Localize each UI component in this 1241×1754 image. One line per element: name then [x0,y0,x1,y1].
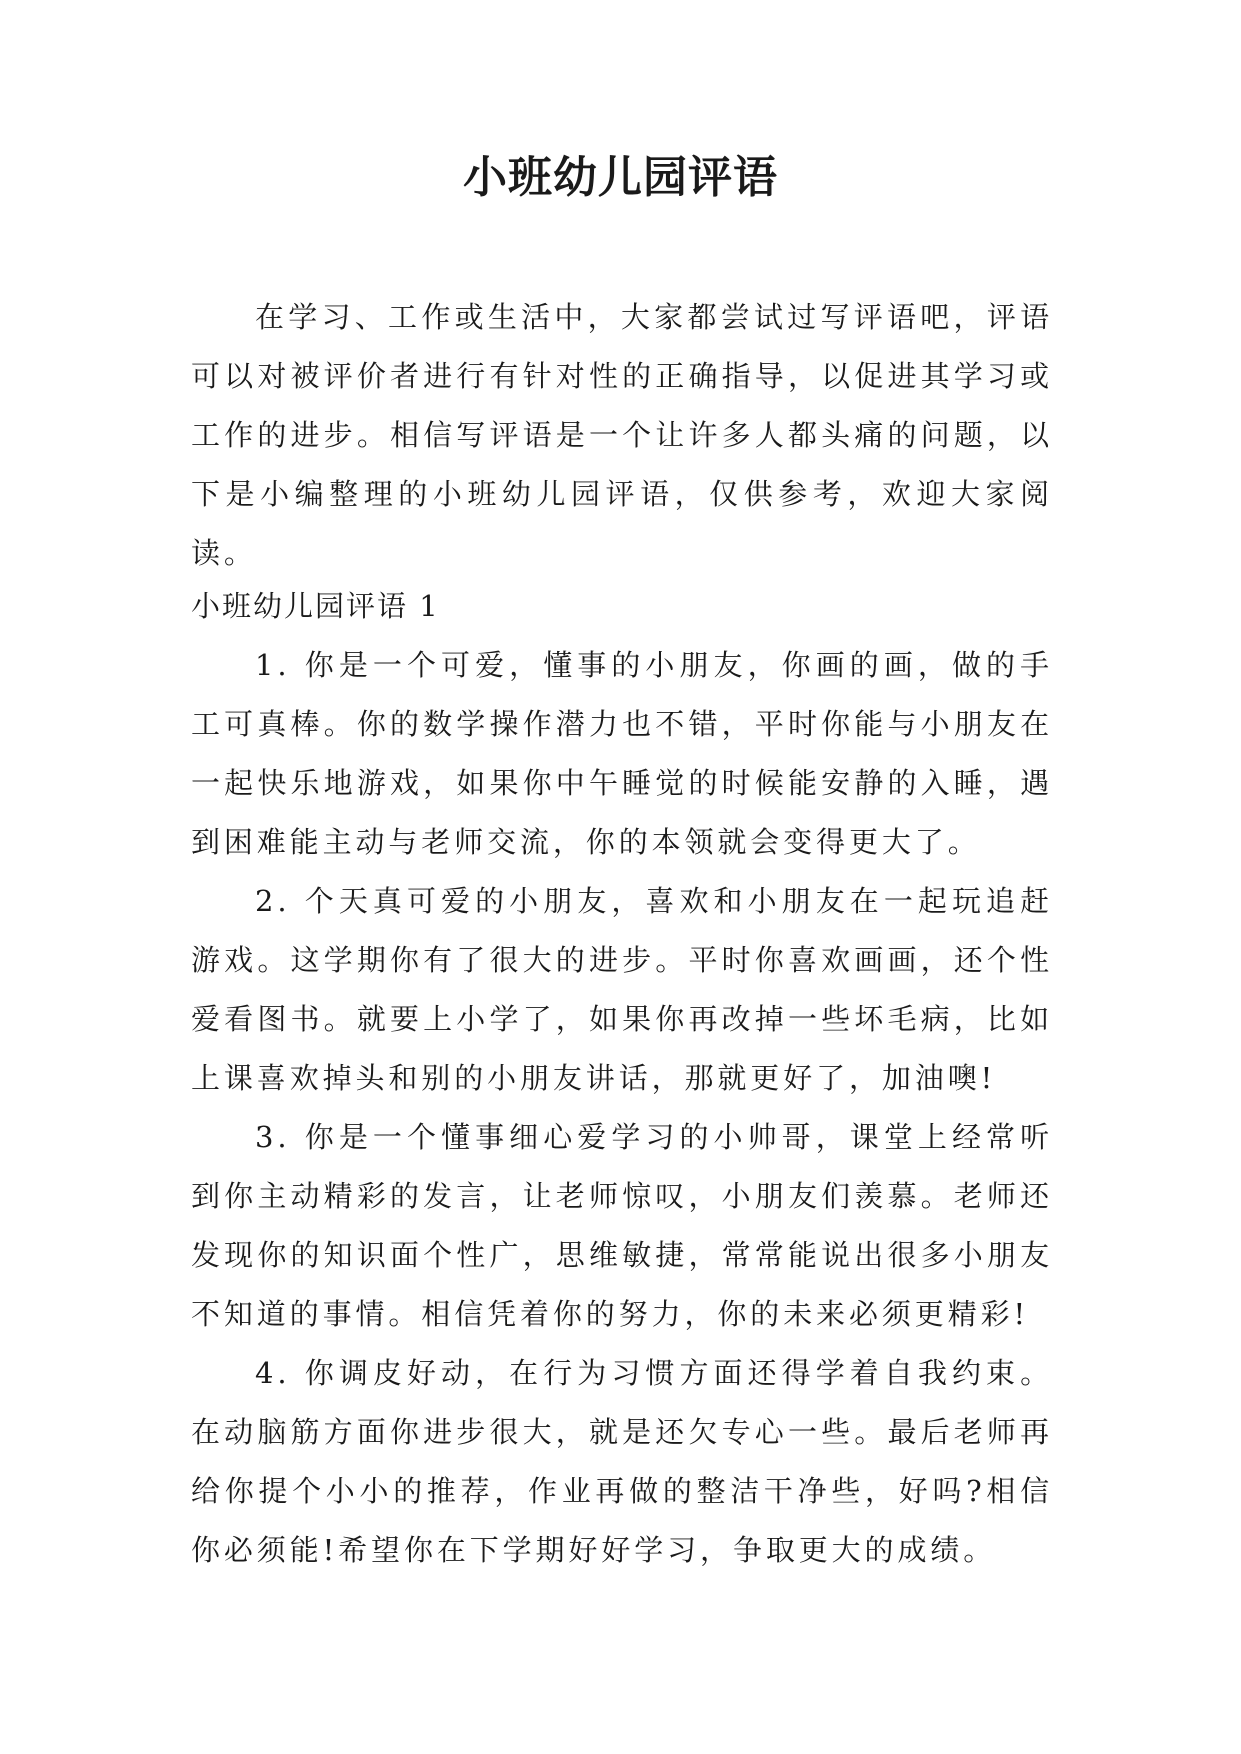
comment-item-2: 2. 个天真可爱的小朋友，喜欢和小朋友在一起玩追赶游戏。这学期你有了很大的进步。平时你喜欢画画，还个性爱看图书。就要上小学了，如果你再改掉一些坏毛病，比如上课喜欢掉头和别的小朋友讲话，那就更好了，加油噢! [191,884,1053,1095]
comment-item-3: 3. 你是一个懂事细心爱学习的小帅哥，课堂上经常听到你主动精彩的发言，让老师惊叹，小朋友们羡慕。老师还发现你的知识面个性广，思维敏捷，常常能说出很多小朋友不知道的事情。相信凭着你的努力，你的未来必须更精彩! [191,1120,1053,1331]
comment-item-4: 4. 你调皮好动，在行为习惯方面还得学着自我约束。在动脑筋方面你进步很大，就是还欠专心一些。最后老师再给你提个小小的推荐，作业再做的整洁干净些，好吗?相信你必须能!希望你在下学期好好学习，争取更大的成绩。 [191,1356,1053,1567]
comment-list [191,636,1053,1580]
comment-item-1: 1. 你是一个可爱，懂事的小朋友，你画的画，做的手工可真棒。你的数学操作潜力也不错，平时你能与小朋友在一起快乐地游戏，如果你中午睡觉的时候能安静的入睡，遇到困难能主动与老师交流，你的本领就会变得更大了。 [191,648,1053,859]
document-title: 小班幼儿园评语 [463,152,778,203]
intro-paragraph: 在学习、工作或生活中，大家都尝试过写评语吧，评语可以对被评价者进行有针对性的正确指导，以促进其学习或工作的进步。相信写评语是一个让许多人都头痛的问题，以下是小编整理的小班幼儿园评语，仅供参考，欢迎大家阅读。 [191,300,1053,570]
section-heading: 小班幼儿园评语 1 [191,589,440,623]
